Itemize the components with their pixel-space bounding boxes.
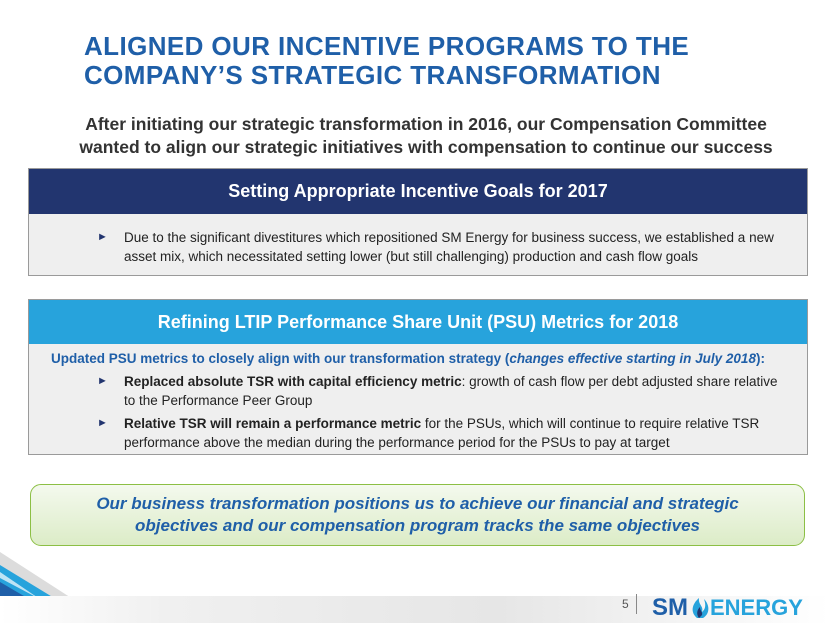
panel-2018-lead: [29, 344, 807, 368]
lead-text: Updated PSU metrics to closely align with our transformation strategy (: [51, 351, 510, 366]
triangle-right-icon: ►: [97, 231, 108, 243]
lead-end: ):: [755, 351, 765, 366]
bullet-bold: Relative TSR will remain a performance metric: [124, 416, 422, 431]
callout-line-2: objectives and our compensation program tracks the same objectives: [135, 516, 700, 535]
list-item: [29, 228, 807, 266]
list-item: [29, 414, 807, 452]
triangle-right-icon: ►: [97, 375, 108, 387]
logo-energy-text: ENERGY: [710, 595, 803, 620]
bullet-bold: Replaced absolute TSR with capital efficiency metric: [124, 374, 462, 389]
summary-callout: [30, 484, 805, 546]
logo-sm-text: SM: [652, 594, 688, 621]
lead-emphasis: changes effective starting in July 2018: [509, 351, 756, 366]
title-line-2: COMPANY’S STRATEGIC TRANSFORMATION: [84, 60, 661, 90]
page-number: 5: [622, 597, 629, 611]
panel-2018-psu-metrics: [28, 299, 808, 455]
panel-2017-header: Setting Appropriate Incentive Goals for 2017: [29, 169, 807, 214]
panel-2017-goals: [28, 168, 808, 276]
triangle-right-icon: ►: [97, 417, 108, 429]
sm-energy-logo: [652, 588, 822, 622]
title-line-1: ALIGNED OUR INCENTIVE PROGRAMS TO THE: [84, 31, 690, 61]
bullet-text: Due to the significant divestitures which repositioned SM Energy for business success, we established a new asset mix, which necessitated setting lower (but still challenging) production and cash flow goals: [124, 230, 774, 264]
list-item: [29, 372, 807, 410]
page-divider: [636, 594, 637, 614]
callout-line-1: Our business transformation positions us to achieve our financial and strategic: [96, 494, 739, 513]
intro-line-2: wanted to align our strategic initiatives with compensation to continue our success: [79, 137, 773, 157]
panel-2018-header: Refining LTIP Performance Share Unit (PSU) Metrics for 2018: [29, 300, 807, 344]
intro-text: [50, 113, 802, 159]
flame-icon: [693, 598, 709, 618]
bullet-text: for the PSUs, which will continue to require relative TSR performance above the median during the performance period for the PSUs to pay at target: [124, 416, 760, 450]
intro-line-1: After initiating our strategic transformation in 2016, our Compensation Committee: [85, 114, 767, 134]
page-title: [84, 32, 804, 90]
bullet-text: : growth of cash flow per debt adjusted share relative to the Performance Peer Group: [124, 374, 778, 408]
